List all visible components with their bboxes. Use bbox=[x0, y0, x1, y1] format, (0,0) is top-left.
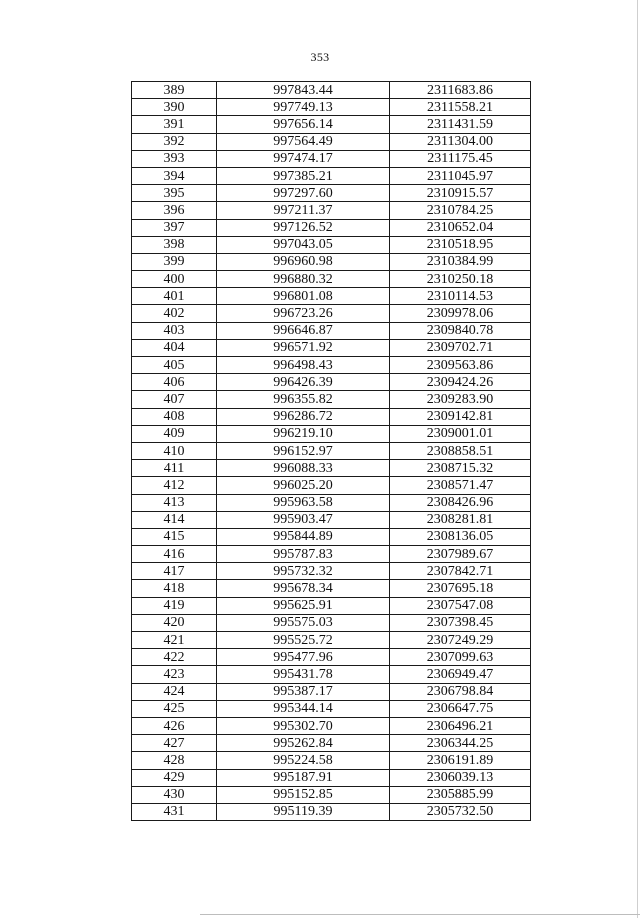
table-row bbox=[132, 494, 531, 511]
point-number-cell: 396 bbox=[132, 202, 217, 219]
x-coordinate-cell: 996723.26 bbox=[217, 305, 390, 322]
table-row bbox=[132, 803, 531, 820]
table-row bbox=[132, 305, 531, 322]
y-coordinate-cell: 2310114.53 bbox=[390, 288, 531, 305]
table-row bbox=[132, 185, 531, 202]
point-number-cell: 395 bbox=[132, 185, 217, 202]
x-coordinate-cell: 995844.89 bbox=[217, 528, 390, 545]
x-coordinate-cell: 995152.85 bbox=[217, 786, 390, 803]
y-coordinate-cell: 2307547.08 bbox=[390, 597, 531, 614]
point-number-cell: 424 bbox=[132, 683, 217, 700]
point-number-cell: 426 bbox=[132, 717, 217, 734]
y-coordinate-cell: 2307695.18 bbox=[390, 580, 531, 597]
table-row bbox=[132, 425, 531, 442]
x-coordinate-cell: 997211.37 bbox=[217, 202, 390, 219]
scan-edge-right bbox=[637, 0, 638, 918]
table-row bbox=[132, 357, 531, 374]
y-coordinate-cell: 2306798.84 bbox=[390, 683, 531, 700]
table-row bbox=[132, 666, 531, 683]
point-number-cell: 413 bbox=[132, 494, 217, 511]
table-row bbox=[132, 717, 531, 734]
table-row bbox=[132, 408, 531, 425]
table-row bbox=[132, 150, 531, 167]
x-coordinate-cell: 996355.82 bbox=[217, 391, 390, 408]
x-coordinate-cell: 996025.20 bbox=[217, 477, 390, 494]
y-coordinate-cell: 2307989.67 bbox=[390, 546, 531, 563]
table-row bbox=[132, 597, 531, 614]
y-coordinate-cell: 2309001.01 bbox=[390, 425, 531, 442]
y-coordinate-cell: 2309563.86 bbox=[390, 357, 531, 374]
coordinate-table bbox=[131, 81, 531, 821]
table-row bbox=[132, 769, 531, 786]
y-coordinate-cell: 2306647.75 bbox=[390, 700, 531, 717]
point-number-cell: 394 bbox=[132, 167, 217, 184]
x-coordinate-cell: 995575.03 bbox=[217, 614, 390, 631]
x-coordinate-cell: 995187.91 bbox=[217, 769, 390, 786]
point-number-cell: 411 bbox=[132, 460, 217, 477]
point-number-cell: 415 bbox=[132, 528, 217, 545]
x-coordinate-cell: 996152.97 bbox=[217, 442, 390, 459]
x-coordinate-cell: 995344.14 bbox=[217, 700, 390, 717]
y-coordinate-cell: 2306496.21 bbox=[390, 717, 531, 734]
point-number-cell: 410 bbox=[132, 442, 217, 459]
y-coordinate-cell: 2311304.00 bbox=[390, 133, 531, 150]
y-coordinate-cell: 2307398.45 bbox=[390, 614, 531, 631]
table-row bbox=[132, 649, 531, 666]
point-number-cell: 414 bbox=[132, 511, 217, 528]
y-coordinate-cell: 2309978.06 bbox=[390, 305, 531, 322]
table-row bbox=[132, 391, 531, 408]
point-number-cell: 423 bbox=[132, 666, 217, 683]
point-number-cell: 418 bbox=[132, 580, 217, 597]
point-number-cell: 427 bbox=[132, 735, 217, 752]
point-number-cell: 402 bbox=[132, 305, 217, 322]
point-number-cell: 391 bbox=[132, 116, 217, 133]
point-number-cell: 409 bbox=[132, 425, 217, 442]
x-coordinate-cell: 997474.17 bbox=[217, 150, 390, 167]
table-row bbox=[132, 82, 531, 99]
y-coordinate-cell: 2311431.59 bbox=[390, 116, 531, 133]
x-coordinate-cell: 996646.87 bbox=[217, 322, 390, 339]
point-number-cell: 428 bbox=[132, 752, 217, 769]
x-coordinate-cell: 995963.58 bbox=[217, 494, 390, 511]
y-coordinate-cell: 2306344.25 bbox=[390, 735, 531, 752]
y-coordinate-cell: 2308136.05 bbox=[390, 528, 531, 545]
y-coordinate-cell: 2309283.90 bbox=[390, 391, 531, 408]
table-row bbox=[132, 271, 531, 288]
point-number-cell: 404 bbox=[132, 339, 217, 356]
y-coordinate-cell: 2310784.25 bbox=[390, 202, 531, 219]
y-coordinate-cell: 2309142.81 bbox=[390, 408, 531, 425]
point-number-cell: 405 bbox=[132, 357, 217, 374]
x-coordinate-cell: 995525.72 bbox=[217, 632, 390, 649]
x-coordinate-cell: 995262.84 bbox=[217, 735, 390, 752]
x-coordinate-cell: 996571.92 bbox=[217, 339, 390, 356]
x-coordinate-cell: 996088.33 bbox=[217, 460, 390, 477]
point-number-cell: 416 bbox=[132, 546, 217, 563]
x-coordinate-cell: 997843.44 bbox=[217, 82, 390, 99]
x-coordinate-cell: 995678.34 bbox=[217, 580, 390, 597]
x-coordinate-cell: 995625.91 bbox=[217, 597, 390, 614]
point-number-cell: 412 bbox=[132, 477, 217, 494]
y-coordinate-cell: 2311045.97 bbox=[390, 167, 531, 184]
page-number: 353 bbox=[310, 50, 330, 64]
x-coordinate-cell: 996801.08 bbox=[217, 288, 390, 305]
table-row bbox=[132, 511, 531, 528]
table-row bbox=[132, 752, 531, 769]
y-coordinate-cell: 2311683.86 bbox=[390, 82, 531, 99]
x-coordinate-cell: 995119.39 bbox=[217, 803, 390, 820]
table-row bbox=[132, 339, 531, 356]
point-number-cell: 421 bbox=[132, 632, 217, 649]
point-number-cell: 425 bbox=[132, 700, 217, 717]
table-row bbox=[132, 442, 531, 459]
x-coordinate-cell: 995787.83 bbox=[217, 546, 390, 563]
table-row bbox=[132, 786, 531, 803]
table-row bbox=[132, 563, 531, 580]
y-coordinate-cell: 2308426.96 bbox=[390, 494, 531, 511]
x-coordinate-cell: 997564.49 bbox=[217, 133, 390, 150]
point-number-cell: 397 bbox=[132, 219, 217, 236]
y-coordinate-cell: 2308715.32 bbox=[390, 460, 531, 477]
table-row bbox=[132, 735, 531, 752]
y-coordinate-cell: 2306039.13 bbox=[390, 769, 531, 786]
table-row bbox=[132, 116, 531, 133]
point-number-cell: 392 bbox=[132, 133, 217, 150]
point-number-cell: 408 bbox=[132, 408, 217, 425]
y-coordinate-cell: 2310518.95 bbox=[390, 236, 531, 253]
point-number-cell: 420 bbox=[132, 614, 217, 631]
x-coordinate-cell: 997043.05 bbox=[217, 236, 390, 253]
x-coordinate-cell: 997749.13 bbox=[217, 99, 390, 116]
table-row bbox=[132, 99, 531, 116]
point-number-cell: 389 bbox=[132, 82, 217, 99]
table-row bbox=[132, 460, 531, 477]
table-row bbox=[132, 700, 531, 717]
y-coordinate-cell: 2308571.47 bbox=[390, 477, 531, 494]
x-coordinate-cell: 996426.39 bbox=[217, 374, 390, 391]
table-row bbox=[132, 202, 531, 219]
y-coordinate-cell: 2305885.99 bbox=[390, 786, 531, 803]
table-row bbox=[132, 322, 531, 339]
y-coordinate-cell: 2308281.81 bbox=[390, 511, 531, 528]
table-row bbox=[132, 614, 531, 631]
point-number-cell: 401 bbox=[132, 288, 217, 305]
point-number-cell: 399 bbox=[132, 253, 217, 270]
x-coordinate-cell: 995477.96 bbox=[217, 649, 390, 666]
y-coordinate-cell: 2310384.99 bbox=[390, 253, 531, 270]
point-number-cell: 406 bbox=[132, 374, 217, 391]
y-coordinate-cell: 2308858.51 bbox=[390, 442, 531, 459]
point-number-cell: 398 bbox=[132, 236, 217, 253]
x-coordinate-cell: 995302.70 bbox=[217, 717, 390, 734]
y-coordinate-cell: 2311558.21 bbox=[390, 99, 531, 116]
table-row bbox=[132, 288, 531, 305]
x-coordinate-cell: 997385.21 bbox=[217, 167, 390, 184]
x-coordinate-cell: 996498.43 bbox=[217, 357, 390, 374]
table-row bbox=[132, 528, 531, 545]
x-coordinate-cell: 996960.98 bbox=[217, 253, 390, 270]
y-coordinate-cell: 2310652.04 bbox=[390, 219, 531, 236]
x-coordinate-cell: 997297.60 bbox=[217, 185, 390, 202]
table-row bbox=[132, 374, 531, 391]
y-coordinate-cell: 2309702.71 bbox=[390, 339, 531, 356]
point-number-cell: 393 bbox=[132, 150, 217, 167]
y-coordinate-cell: 2310250.18 bbox=[390, 271, 531, 288]
y-coordinate-cell: 2311175.45 bbox=[390, 150, 531, 167]
x-coordinate-cell: 996286.72 bbox=[217, 408, 390, 425]
point-number-cell: 417 bbox=[132, 563, 217, 580]
point-number-cell: 429 bbox=[132, 769, 217, 786]
table-row bbox=[132, 219, 531, 236]
y-coordinate-cell: 2306949.47 bbox=[390, 666, 531, 683]
table-row bbox=[132, 133, 531, 150]
y-coordinate-cell: 2309424.26 bbox=[390, 374, 531, 391]
x-coordinate-cell: 996219.10 bbox=[217, 425, 390, 442]
x-coordinate-cell: 996880.32 bbox=[217, 271, 390, 288]
point-number-cell: 419 bbox=[132, 597, 217, 614]
point-number-cell: 422 bbox=[132, 649, 217, 666]
x-coordinate-cell: 995224.58 bbox=[217, 752, 390, 769]
x-coordinate-cell: 995387.17 bbox=[217, 683, 390, 700]
point-number-cell: 400 bbox=[132, 271, 217, 288]
y-coordinate-cell: 2309840.78 bbox=[390, 322, 531, 339]
point-number-cell: 430 bbox=[132, 786, 217, 803]
x-coordinate-cell: 995903.47 bbox=[217, 511, 390, 528]
point-number-cell: 390 bbox=[132, 99, 217, 116]
point-number-cell: 403 bbox=[132, 322, 217, 339]
table-row bbox=[132, 546, 531, 563]
table-row bbox=[132, 580, 531, 597]
y-coordinate-cell: 2307249.29 bbox=[390, 632, 531, 649]
point-number-cell: 431 bbox=[132, 803, 217, 820]
x-coordinate-cell: 997126.52 bbox=[217, 219, 390, 236]
y-coordinate-cell: 2307842.71 bbox=[390, 563, 531, 580]
table-row bbox=[132, 477, 531, 494]
table-row bbox=[132, 683, 531, 700]
y-coordinate-cell: 2307099.63 bbox=[390, 649, 531, 666]
y-coordinate-cell: 2306191.89 bbox=[390, 752, 531, 769]
x-coordinate-cell: 997656.14 bbox=[217, 116, 390, 133]
scan-edge-bottom bbox=[200, 914, 640, 915]
table-row bbox=[132, 632, 531, 649]
y-coordinate-cell: 2305732.50 bbox=[390, 803, 531, 820]
table-row bbox=[132, 253, 531, 270]
y-coordinate-cell: 2310915.57 bbox=[390, 185, 531, 202]
table-row bbox=[132, 167, 531, 184]
table-row bbox=[132, 236, 531, 253]
x-coordinate-cell: 995431.78 bbox=[217, 666, 390, 683]
x-coordinate-cell: 995732.32 bbox=[217, 563, 390, 580]
point-number-cell: 407 bbox=[132, 391, 217, 408]
coordinate-table-body bbox=[132, 82, 531, 821]
